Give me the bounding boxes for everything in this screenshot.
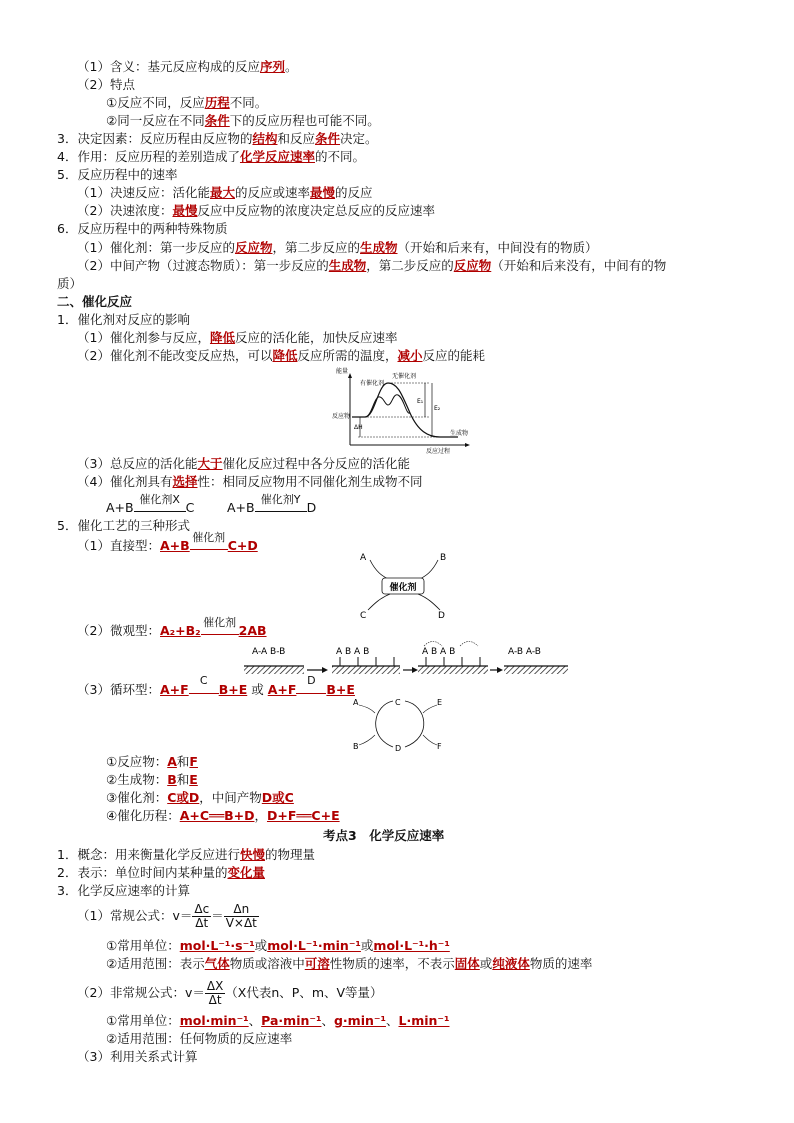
text-run: 4．作用：反应历程的差别造成了 xyxy=(57,149,240,164)
text-run: 和 xyxy=(176,754,190,769)
line xyxy=(77,537,160,555)
text-run: ③催化剂： xyxy=(106,790,168,805)
answer-keyword: 最慢 xyxy=(172,203,198,218)
text-run: 的反应或速率 xyxy=(234,185,310,200)
answer-keyword: F xyxy=(189,754,198,769)
formula-regular: （1）常规公式：v＝ $\frac{\Delta c}{\Delta t}$ ＝ $\frac{\Delta n}{V\times\Delta t}$ xyxy=(77,902,257,930)
svg-text:D: D xyxy=(438,611,445,621)
section-heading xyxy=(323,827,444,845)
line xyxy=(77,1048,197,1066)
line xyxy=(106,807,340,825)
e1-label: E₁ xyxy=(417,398,424,405)
answer-keyword: A xyxy=(167,754,177,769)
text-run: 性：相同反应物用不同催化剂生成物不同 xyxy=(197,474,423,489)
text-run: 、 xyxy=(385,1013,399,1028)
line xyxy=(106,112,380,130)
line xyxy=(106,789,294,807)
text-run: 6．反应历程中的两种特殊物质 xyxy=(57,221,228,236)
text-run: （2）中间产物（过渡态物质）：第一步反应的 xyxy=(77,258,329,273)
text-run: （2）特点 xyxy=(77,77,135,92)
answer-keyword: D或C xyxy=(261,790,294,805)
line xyxy=(77,202,435,220)
svg-text:B: B xyxy=(440,553,447,563)
text-run: 反应的能耗 xyxy=(422,348,486,363)
line xyxy=(57,882,190,900)
section-heading xyxy=(57,293,132,311)
line xyxy=(77,347,485,365)
answer-keyword: 可溶 xyxy=(304,956,330,971)
text-run: 和 xyxy=(176,772,190,787)
answer-keyword: 大于 xyxy=(197,456,223,471)
with-catalyst-label: 有催化剂 xyxy=(360,380,385,387)
text-run: ①常用单位： xyxy=(106,1013,180,1028)
no-catalyst-label: 无催化剂 xyxy=(392,373,417,380)
text-run: 、 xyxy=(321,1013,334,1028)
selectivity-eq-1: A+B 催化剂X C xyxy=(106,493,195,515)
text-run: 5．反应历程中的速率 xyxy=(57,167,178,182)
line xyxy=(77,76,135,94)
line xyxy=(57,275,82,293)
line xyxy=(106,1030,292,1048)
dh-label: ΔH xyxy=(354,424,363,431)
answer-keyword: 化学反应速率 xyxy=(239,149,315,164)
line xyxy=(77,239,598,257)
answer-keyword: 最慢 xyxy=(310,185,336,200)
text-run: 1．概念：用来衡量化学反应进行 xyxy=(57,847,240,862)
svg-text:A-B A-B: A-B A-B xyxy=(508,647,541,657)
line xyxy=(77,58,298,76)
line xyxy=(57,311,190,329)
formula-nonregular: （2）非常规公式：v＝ $\frac{\Delta X}{\Delta t}$ （X代表n、P、m、V等量） xyxy=(77,979,383,1007)
energy-axis-label: 能量 xyxy=(336,368,349,375)
text-run: ，第二步反应的 xyxy=(366,258,454,273)
text-run: 和反应 xyxy=(277,131,315,146)
answer-keyword: 反应物 xyxy=(234,240,273,255)
text-run: 、 xyxy=(248,1013,262,1028)
text-run: （2）催化剂不能改变反应热，可以 xyxy=(77,348,273,363)
answer-keyword: 选择 xyxy=(172,474,198,489)
answer-keyword: 反应物 xyxy=(453,258,492,273)
answer-keyword: 变化量 xyxy=(227,865,265,880)
answer-keyword: 最大 xyxy=(209,185,235,200)
text-run: （1）直接型： xyxy=(77,538,160,553)
answer-keyword: Pa·min⁻¹ xyxy=(261,1013,322,1028)
selectivity-eq-2: A+B 催化剂Y D xyxy=(227,493,317,515)
text-run: 或 xyxy=(254,938,268,953)
text-run: （3）循环型： xyxy=(77,682,160,697)
reactant-label: 反应物 xyxy=(332,413,351,420)
answer-keyword: D+F══C+E xyxy=(266,808,340,823)
text-run: （2）微观型： xyxy=(77,623,160,638)
answer-keyword: E xyxy=(189,772,198,787)
svg-text:A B A B: A B A B xyxy=(422,647,456,657)
svg-text:A-A B-B: A-A B-B xyxy=(252,647,286,657)
answer-keyword: 降低 xyxy=(209,330,235,345)
text-run: 3．决定因素：反应历程由反应物的 xyxy=(57,131,253,146)
text-run: 性物质的速率，不表示 xyxy=(329,956,455,971)
line xyxy=(57,220,227,238)
text-run: ， xyxy=(254,808,267,823)
answer-keyword: 条件 xyxy=(315,131,341,146)
text-run: （1）催化剂：第一步反应的 xyxy=(77,240,235,255)
svg-text:D: D xyxy=(395,744,402,753)
answer-keyword: 气体 xyxy=(204,956,230,971)
text-run: 催化反应过程中各分反应的活化能 xyxy=(222,456,410,471)
line xyxy=(77,257,666,275)
svg-text:C: C xyxy=(360,611,367,621)
text-run: 5．催化工艺的三种形式 xyxy=(57,518,190,533)
text-run: ，第二步反应的 xyxy=(272,240,360,255)
line xyxy=(77,329,398,347)
micro-equation: A₂+B₂ 催化剂 2AB xyxy=(160,616,267,638)
text-run: （1）含义：基元反应构成的反应 xyxy=(77,59,260,74)
svg-text:A: A xyxy=(360,553,367,563)
text-run: 决定。 xyxy=(340,131,378,146)
line xyxy=(106,753,198,771)
line xyxy=(106,937,450,955)
svg-text:催化剂: 催化剂 xyxy=(389,583,417,593)
text-run: 反应中反应物的浓度决定总反应的反应速率 xyxy=(197,203,435,218)
answer-keyword: 生成物 xyxy=(360,240,398,255)
text-run: ①反应物： xyxy=(106,754,168,769)
text-run: ②适用范围：任何物质的反应速率 xyxy=(106,1031,293,1046)
line xyxy=(106,771,198,789)
text-run: 的反应 xyxy=(335,185,373,200)
text-run: ，中间产物 xyxy=(199,790,262,805)
cycle-catalysis-diagram xyxy=(345,693,455,755)
answer-keyword: g·min⁻¹ xyxy=(333,1013,386,1028)
answer-keyword: mol·L⁻¹·h⁻¹ xyxy=(373,938,450,953)
direct-equation: A+B 催化剂 C+D xyxy=(160,531,258,553)
answer-keyword: A+C══B+D xyxy=(179,808,255,823)
text-run: 3．化学反应速率的计算 xyxy=(57,883,190,898)
text-run: （3）总反应的活化能 xyxy=(77,456,198,471)
text-run: 物质或溶液中 xyxy=(229,956,305,971)
text-run: ②同一反应在不同 xyxy=(106,113,205,128)
text-run: 下的反应历程也可能不同。 xyxy=(229,113,380,128)
cycle-equations: A+F C B+E 或 A+F D B+E xyxy=(160,674,355,697)
answer-keyword: mol·min⁻¹ xyxy=(179,1013,249,1028)
text-run: （2）决速浓度： xyxy=(77,203,173,218)
answer-keyword: 历程 xyxy=(204,95,230,110)
line xyxy=(106,955,592,973)
line xyxy=(77,681,160,699)
e2-label: E₂ xyxy=(434,405,441,412)
text-run: ②生成物： xyxy=(106,772,168,787)
text-run: 1．催化剂对反应的影响 xyxy=(57,312,190,327)
text-run: 反应所需的温度， xyxy=(297,348,398,363)
answer-keyword: 序列 xyxy=(259,59,285,74)
line xyxy=(106,94,267,112)
line xyxy=(77,622,160,640)
reaction-process-label: 反应过程 xyxy=(426,448,451,455)
line xyxy=(77,455,410,473)
text-run: （3）利用关系式计算 xyxy=(77,1049,198,1064)
text-run: 的物理量 xyxy=(264,847,315,862)
line xyxy=(57,864,265,882)
answer-keyword: 固体 xyxy=(454,956,480,971)
text-run: ④催化历程： xyxy=(106,808,180,823)
answer-keyword: C或D xyxy=(167,790,200,805)
text-run: 2．表示：单位时间内某种量的 xyxy=(57,865,228,880)
line xyxy=(106,1012,449,1030)
answer-keyword: B xyxy=(167,772,177,787)
answer-keyword: 快慢 xyxy=(239,847,265,862)
answer-keyword: 结构 xyxy=(252,131,278,146)
line xyxy=(57,846,315,864)
text-run: （4）催化剂具有 xyxy=(77,474,173,489)
direct-catalysis-diagram xyxy=(350,550,460,622)
answer-keyword: 纯液体 xyxy=(492,956,530,971)
text-run: 质） xyxy=(57,276,83,291)
text-run: 。 xyxy=(284,59,298,74)
line xyxy=(57,517,190,535)
micro-surface-diagram xyxy=(240,640,570,678)
line xyxy=(77,473,423,491)
text-run: 反应的活化能，加快反应速率 xyxy=(234,330,398,345)
answer-keyword: 条件 xyxy=(204,113,230,128)
text-run: 不同。 xyxy=(229,95,268,110)
text-run: （开始和后来有，中间没有的物质） xyxy=(397,240,598,255)
svg-text:E: E xyxy=(437,698,443,707)
text-run: ①常用单位： xyxy=(106,938,180,953)
answer-keyword: L·min⁻¹ xyxy=(398,1013,450,1028)
line xyxy=(57,148,365,166)
line xyxy=(77,184,373,202)
product-label: 生成物 xyxy=(450,430,469,437)
text-run: 考点3 化学反应速率 xyxy=(323,828,445,843)
text-run: ①反应不同，反应 xyxy=(106,95,205,110)
text-run: 物质的速率 xyxy=(529,956,593,971)
line xyxy=(57,130,378,148)
text-run: 二、催化反应 xyxy=(57,294,133,309)
energy-profile-diagram xyxy=(330,365,480,455)
answer-keyword: 生成物 xyxy=(328,258,367,273)
svg-text:C: C xyxy=(395,698,401,707)
text-run: 或 xyxy=(360,938,374,953)
svg-text:A B A B: A B A B xyxy=(336,647,370,657)
text-run: 或 xyxy=(479,956,493,971)
line xyxy=(57,166,177,184)
answer-keyword: 降低 xyxy=(272,348,298,363)
answer-keyword: 减小 xyxy=(397,348,423,363)
text-run: （1）催化剂参与反应， xyxy=(77,330,210,345)
svg-text:F: F xyxy=(437,742,442,751)
answer-keyword: mol·L⁻¹·s⁻¹ xyxy=(179,938,255,953)
text-run: 的不同。 xyxy=(314,149,365,164)
svg-text:A: A xyxy=(353,698,359,707)
answer-keyword: mol·L⁻¹·min⁻¹ xyxy=(267,938,361,953)
text-run: （1）决速反应：活化能 xyxy=(77,185,210,200)
text-run: （开始和后来没有，中间有的物 xyxy=(491,258,667,273)
text-run: ②适用范围：表示 xyxy=(106,956,205,971)
svg-text:B: B xyxy=(353,742,359,751)
